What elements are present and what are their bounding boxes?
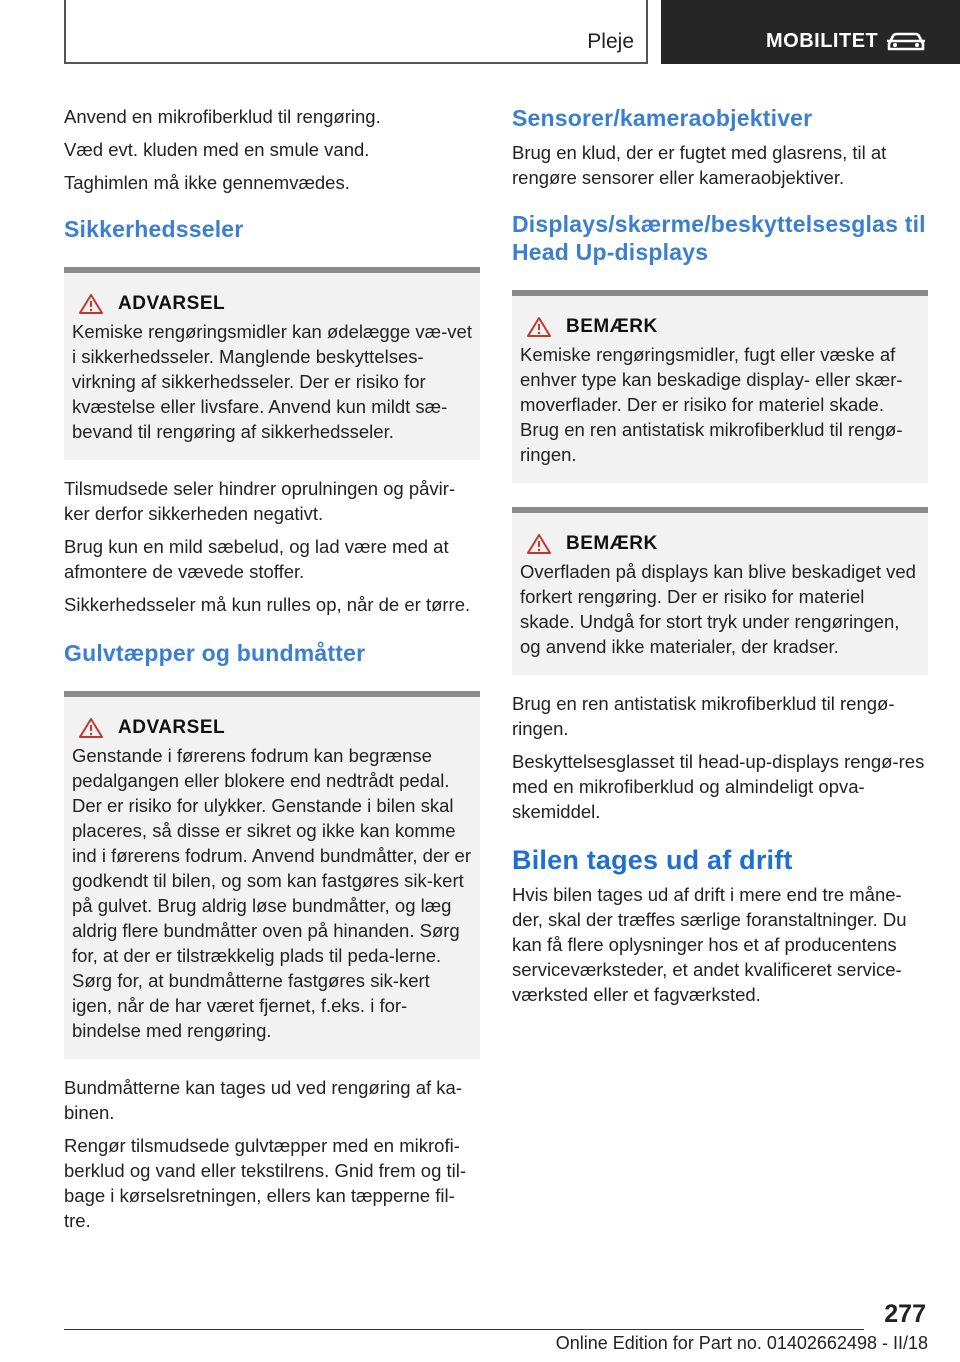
right-column <box>512 104 928 1015</box>
warning-text: Genstande i førerens fodrum kan begrænse pedalgangen eller blokere end nedtrådt pedal. Der er risiko for ulykker. Genstande i bilen skal placeres, så disse er sikret og ikke kan komme ind i førerens fodrum. Anvend bundmåtter, der er godkendt til bilen, og som kan fastgøres sik-kert på gulvet. Brug aldrig løse bundmåtter, og læg aldrig flere bundmåtter oven på hinanden. Sørg for, at der er tilstrækkelig plads til peda-lerne. Sørg for, at bundmåtterne fastgøres sik-kert igen, når de har været fjernet, f.eks. i for-bindelse med rengøring. <box>72 745 471 1041</box>
header-chapter-tab <box>661 0 960 64</box>
body-paragraph: Rengør tilsmudsede gulvtæpper med en mikrofi-berklud og vand eller tekstilrens. Gnid frem og til-bage i kørselsretningen, ellers kan tæpperne fil-tre. <box>64 1135 467 1231</box>
notice-box-displays-1 <box>512 290 928 483</box>
section-heading-displays: Displays/skærme/beskyttelsesglas til Head Up-displays <box>512 211 926 265</box>
body-paragraph: Sikkerhedsseler må kun rulles op, når de er tørre. <box>64 594 471 615</box>
intro-paragraph: Anvend en mikrofiberklud til rengøring. <box>64 106 381 127</box>
left-column <box>64 104 480 1241</box>
section-heading-seatbelts: Sikkerhedsseler <box>64 216 244 242</box>
warning-label: ADVARSEL <box>118 293 226 314</box>
warning-triangle-icon <box>78 717 104 739</box>
notice-label: BEMÆRK <box>566 533 658 554</box>
warning-triangle-icon <box>526 533 552 555</box>
section-heading-sensors: Sensorer/kameraobjektiver <box>512 105 813 131</box>
warning-triangle-icon <box>526 316 552 338</box>
warning-text: Kemiske rengøringsmidler kan ødelægge væ-vet i sikkerhedsseler. Manglende beskyttelses-virkning af sikkerhedsseler. Der er risiko for kvæstelse eller livsfare. Anvend kun mildt sæ-bevand til rengøring af sikkerhedsseler. <box>72 321 472 442</box>
warning-label: ADVARSEL <box>118 717 226 738</box>
body-paragraph: Brug en ren antistatisk mikrofiberklud til rengø-ringen. <box>512 693 895 739</box>
section-heading-carpets: Gulvtæpper og bundmåtter <box>64 640 366 666</box>
car-icon <box>885 30 927 52</box>
header-chapter-title: MOBILITET <box>766 30 879 52</box>
header-section-title: Pleje <box>587 30 634 53</box>
warning-triangle-icon <box>78 293 104 315</box>
intro-paragraph: Taghimlen må ikke gennemvædes. <box>64 172 350 193</box>
body-paragraph: Brug en klud, der er fugtet med glasrens, til at rengøre sensorer eller kameraobjektiver. <box>512 142 887 188</box>
body-paragraph: Bundmåtterne kan tages ud ved rengøring af ka-binen. <box>64 1077 462 1123</box>
intro-paragraph: Væd evt. kluden med en smule vand. <box>64 139 370 160</box>
body-paragraph: Beskyttelsesglasset til head-up-displays rengø-res med en mikrofiberklud og almindeligt opva-skemiddel. <box>512 751 925 822</box>
footer-edition: Online Edition for Part no. 01402662498 - II/18 <box>555 1333 928 1353</box>
warning-box-seatbelts <box>64 267 480 460</box>
body-paragraph: Hvis bilen tages ud af drift i mere end tre måne-der, skal der træffes særlige foranstaltninger. Du kan få flere oplysninger hos et af producentens serviceværksteder, et andet kvalificeret service-værksted eller et fagværksted. <box>512 884 907 1005</box>
warning-box-carpets <box>64 691 480 1059</box>
section-heading-storage: Bilen tages ud af drift <box>512 845 793 875</box>
page-number: 277 <box>884 1300 926 1328</box>
notice-box-displays-2 <box>512 507 928 675</box>
notice-label: BEMÆRK <box>566 316 658 337</box>
notice-text: Overfladen på displays kan blive beskadiget ved forkert rengøring. Der er risiko for materiel skade. Undgå for stort tryk under rengøringen, og anvend ikke materialer, der kradser. <box>520 561 916 657</box>
header-section-box <box>64 0 648 64</box>
notice-text: Kemiske rengøringsmidler, fugt eller væske af enhver type kan beskadige display- eller skær-moverflader. Der er risiko for materiel skade. Brug en ren antistatisk mikrofiberklud til rengø-ringen. <box>520 344 903 465</box>
body-paragraph: Brug kun en mild sæbelud, og lad være med at afmontere de vævede stoffer. <box>64 536 449 582</box>
footer-divider <box>64 1329 864 1330</box>
body-paragraph: Tilsmudsede seler hindrer oprulningen og påvir-ker derfor sikkerheden negativt. <box>64 478 456 524</box>
